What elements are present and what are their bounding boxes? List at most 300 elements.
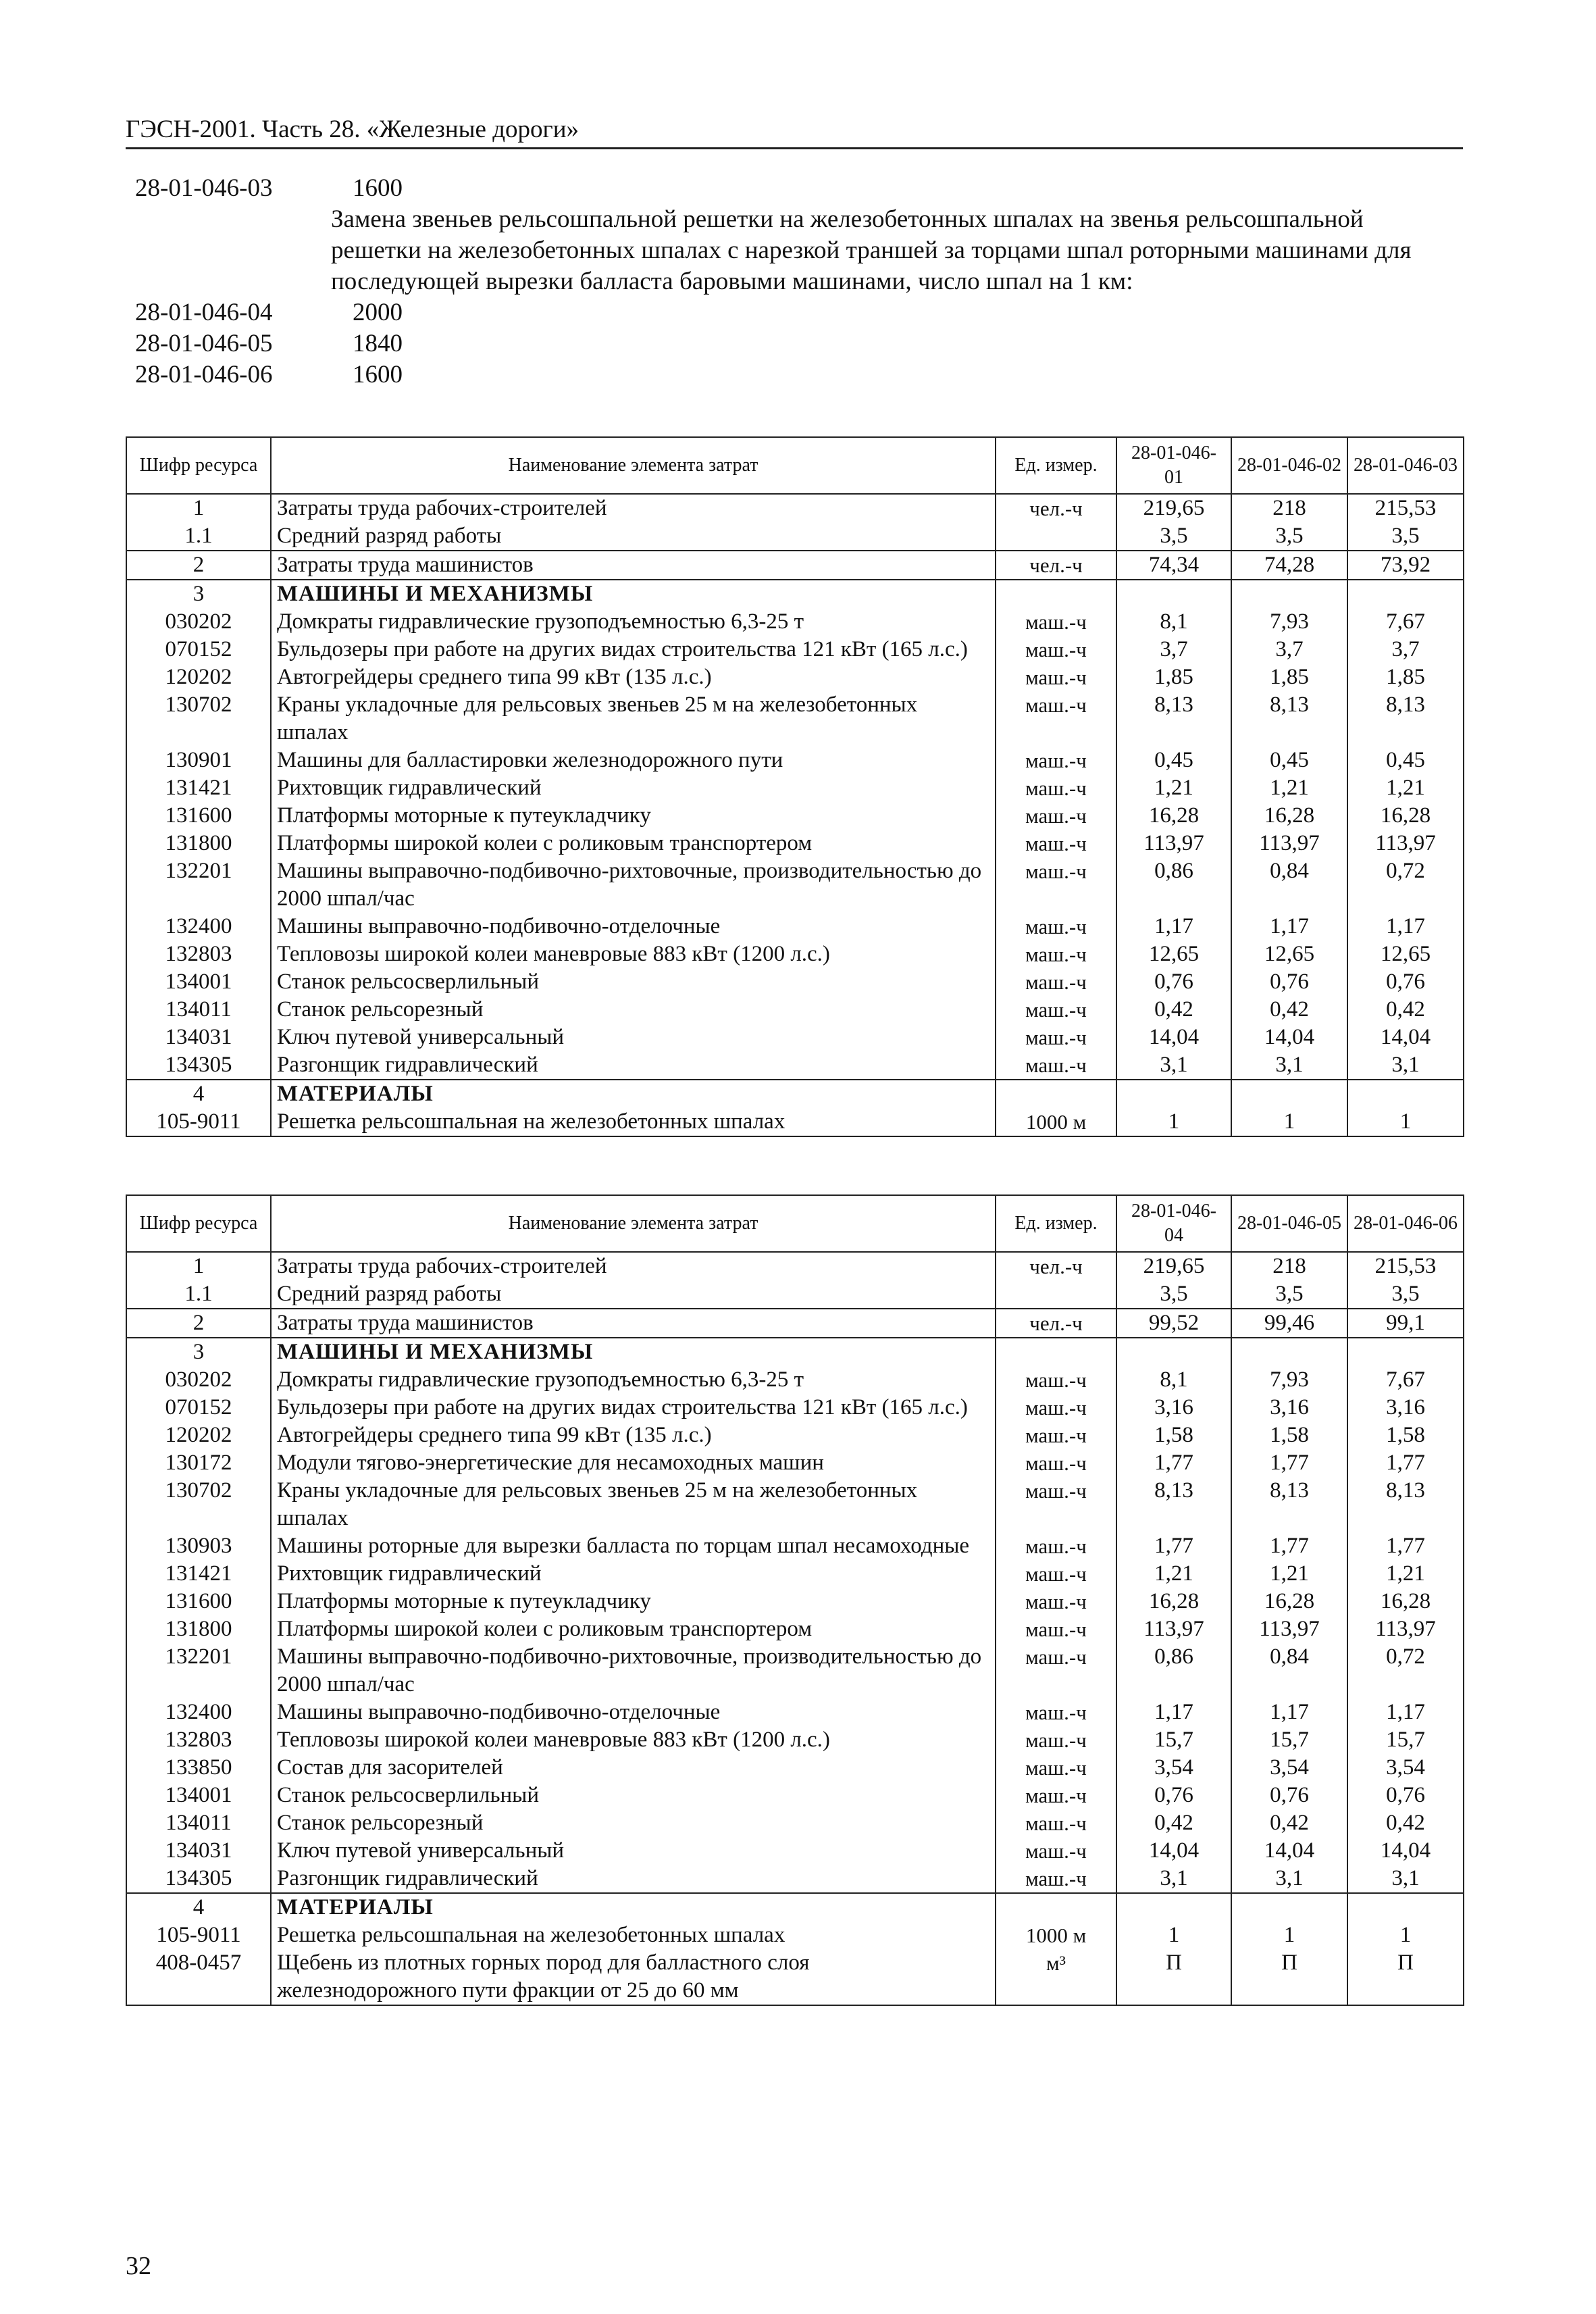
element-name: Автогрейдеры среднего типа 99 кВт (135 л.с.) [271,663,996,691]
norm-value [1116,1893,1231,1921]
norm-value: П [1116,1949,1231,2005]
norm-value: 1,58 [1116,1422,1231,1449]
element-name: Решетка рельсошпальная на железобетонных шпалах [271,1921,996,1949]
element-name: Ключ путевой универсальный [271,1024,996,1051]
resource-code: 130903 [126,1532,271,1560]
element-name: Краны укладочные для рельсовых звеньев 25 м на железобетонных шпалах [271,1477,996,1532]
element-name: Бульдозеры при работе на других видах строительства 121 кВт (165 л.с.) [271,636,996,663]
table-row [126,636,1464,663]
norm-value: 3,5 [1116,522,1231,551]
unit: м³ [996,1949,1116,2005]
element-name: Состав для засорителей [271,1754,996,1782]
element-name: Платформы широкой колеи с роликовым транспортером [271,830,996,857]
table-row [126,1366,1464,1394]
table-row [126,857,1464,913]
table-row [126,551,1464,580]
unit [996,1893,1116,1921]
table-row [126,1921,1464,1949]
table-row [126,580,1464,608]
norm-value: 0,76 [1116,1782,1231,1809]
norm-value [1116,1338,1231,1366]
norm-value: 16,28 [1231,802,1347,830]
norm-value [1231,1080,1347,1108]
table-row [126,996,1464,1024]
unit: маш.-ч [996,1051,1116,1080]
sleeper-count: 1600 [353,174,403,202]
norm-value: 1,21 [1231,1560,1347,1588]
norm-value: 1 [1116,1108,1231,1136]
resource-code: 408-0457 [126,1949,271,2005]
section-title: МАТЕРИАЛЫ [271,1893,996,1921]
norm-value: 0,84 [1231,1643,1347,1699]
element-name: Станок рельсосверлильный [271,1782,996,1809]
unit: маш.-ч [996,1754,1116,1782]
code-row [135,359,1459,391]
resource-code: 134031 [126,1024,271,1051]
section-title: МАШИНЫ И МЕХАНИЗМЫ [271,580,996,608]
norm-value: 7,93 [1231,1366,1347,1394]
element-name: Домкраты гидравлические грузоподъемностью 6,3-25 т [271,608,996,636]
resource-code: 134305 [126,1865,271,1893]
norm-value: 3,54 [1347,1754,1464,1782]
resource-code: 1 [126,1252,271,1280]
norm-value: 99,52 [1116,1309,1231,1338]
unit: маш.-ч [996,1366,1116,1394]
norm-value: 1,77 [1347,1532,1464,1560]
unit: маш.-ч [996,1394,1116,1422]
norm-value: 113,97 [1231,830,1347,857]
norm-value: 3,5 [1231,522,1347,551]
norm-value: 15,7 [1231,1726,1347,1754]
header-norm-column: 28-01-046-01 [1116,437,1231,494]
element-name: Машины выправочно-подбивочно-рихтовочные, производительностью до 2000 шпал/час [271,1643,996,1699]
norm-value: 113,97 [1116,830,1231,857]
unit: маш.-ч [996,1726,1116,1754]
unit: маш.-ч [996,913,1116,940]
table-row [126,522,1464,551]
table-row [126,1726,1464,1754]
table-row [126,1280,1464,1309]
header-resource-code: Шифр ресурса [126,437,271,494]
header-norm-column: 28-01-046-02 [1231,437,1347,494]
resource-code: 132201 [126,1643,271,1699]
resource-code: 131800 [126,830,271,857]
norm-value [1231,580,1347,608]
table-row [126,1477,1464,1532]
norm-value: 3,16 [1347,1394,1464,1422]
norm-value: 113,97 [1347,830,1464,857]
element-name: Тепловозы широкой колеи маневровые 883 кВт (1200 л.с.) [271,940,996,968]
norm-value: 3,7 [1116,636,1231,663]
resource-code: 131421 [126,774,271,802]
element-name: Машины выправочно-подбивочно-рихтовочные, производительностью до 2000 шпал/час [271,857,996,913]
resource-code: 1.1 [126,1280,271,1309]
resource-code: 134031 [126,1837,271,1865]
norm-value: 1,17 [1116,1699,1231,1726]
element-name: Автогрейдеры среднего типа 99 кВт (135 л.с.) [271,1422,996,1449]
norm-value: 3,16 [1231,1394,1347,1422]
norm-codes-block [135,173,1459,391]
norm-value: 0,76 [1347,968,1464,996]
table-row [126,1394,1464,1422]
sleeper-count: 1600 [353,361,403,388]
unit: маш.-ч [996,1615,1116,1643]
resource-code: 134001 [126,968,271,996]
table-row [126,1754,1464,1782]
table-row [126,1309,1464,1338]
norm-value: 0,45 [1116,747,1231,774]
norm-value: 16,28 [1347,802,1464,830]
norm-value: 1,77 [1116,1532,1231,1560]
norm-value: 14,04 [1231,1024,1347,1051]
norm-value: 0,84 [1231,857,1347,913]
resource-code: 105-9011 [126,1108,271,1136]
norm-value: 1,58 [1231,1422,1347,1449]
norm-value: 1,77 [1231,1532,1347,1560]
resource-code: 030202 [126,1366,271,1394]
resource-code: 120202 [126,663,271,691]
norm-value: 14,04 [1347,1024,1464,1051]
element-name: Рихтовщик гидравлический [271,1560,996,1588]
element-name: Машины для балластировки железнодорожного пути [271,747,996,774]
norm-value: 1,21 [1116,774,1231,802]
header-unit: Ед. измер. [996,437,1116,494]
table-row [126,1080,1464,1108]
resource-code: 131800 [126,1615,271,1643]
norm-value: 0,42 [1347,1809,1464,1837]
norm-value: 113,97 [1347,1615,1464,1643]
norm-value: 0,76 [1231,968,1347,996]
norm-code: 28-01-046-05 [135,330,273,357]
resource-code: 132400 [126,913,271,940]
header-norm-column: 28-01-046-04 [1116,1195,1231,1252]
header-unit: Ед. измер. [996,1195,1116,1252]
element-name: Станок рельсосверлильный [271,968,996,996]
norm-value: 16,28 [1231,1588,1347,1615]
element-name: Тепловозы широкой колеи маневровые 883 кВт (1200 л.с.) [271,1726,996,1754]
norm-value: 0,76 [1347,1782,1464,1809]
norm-value: 1,77 [1347,1449,1464,1477]
unit: маш.-ч [996,1560,1116,1588]
norm-value [1231,1338,1347,1366]
norm-value: 1,58 [1347,1422,1464,1449]
norm-value: 1,17 [1231,913,1347,940]
element-name: Бульдозеры при работе на других видах строительства 121 кВт (165 л.с.) [271,1394,996,1422]
resource-code: 070152 [126,1394,271,1422]
norm-value: 3,1 [1116,1865,1231,1893]
resource-code: 4 [126,1080,271,1108]
unit: 1000 м [996,1108,1116,1136]
table-row [126,1532,1464,1560]
table-row [126,774,1464,802]
unit: маш.-ч [996,1532,1116,1560]
norm-value: 8,13 [1347,1477,1464,1532]
element-name: Платформы широкой колеи с роликовым транспортером [271,1615,996,1643]
norm-value: 0,76 [1116,968,1231,996]
unit: маш.-ч [996,636,1116,663]
norm-value [1347,580,1464,608]
resource-code: 130702 [126,1477,271,1532]
norm-value [1116,580,1231,608]
table-row [126,608,1464,636]
norm-value: 3,5 [1347,1280,1464,1309]
norm-value: 1 [1116,1921,1231,1949]
norm-value: 3,54 [1116,1754,1231,1782]
norm-value: 0,86 [1116,857,1231,913]
unit: маш.-ч [996,1782,1116,1809]
norm-value: 14,04 [1347,1837,1464,1865]
resource-code: 4 [126,1893,271,1921]
unit: маш.-ч [996,608,1116,636]
unit: маш.-ч [996,691,1116,747]
norm-value: 0,42 [1231,1809,1347,1837]
element-name: Затраты труда машинистов [271,551,996,580]
norm-value: 7,93 [1231,608,1347,636]
norm-value: 0,42 [1347,996,1464,1024]
resource-code: 131600 [126,1588,271,1615]
unit: маш.-ч [996,802,1116,830]
norm-value: 74,34 [1116,551,1231,580]
norm-code: 28-01-046-06 [135,361,273,388]
unit: маш.-ч [996,1809,1116,1837]
table-row [126,940,1464,968]
element-name: Разгонщик гидравлический [271,1865,996,1893]
norm-code: 28-01-046-03 [135,174,273,202]
unit: чел.-ч [996,551,1116,580]
table-row [126,1108,1464,1136]
unit: чел.-ч [996,494,1116,522]
unit: маш.-ч [996,774,1116,802]
unit: чел.-ч [996,1252,1116,1280]
section-title: МАШИНЫ И МЕХАНИЗМЫ [271,1338,996,1366]
unit [996,1080,1116,1108]
norm-value: 0,42 [1116,1809,1231,1837]
norm-value: 15,7 [1347,1726,1464,1754]
norm-code: 28-01-046-04 [135,299,273,326]
norm-value: 1,17 [1347,1699,1464,1726]
norm-value: 7,67 [1347,1366,1464,1394]
sleeper-count: 2000 [353,299,403,326]
norm-value: 3,7 [1231,636,1347,663]
element-name: Затраты труда машинистов [271,1309,996,1338]
unit: маш.-ч [996,1865,1116,1893]
sleeper-count: 1840 [353,330,403,357]
norm-value: 113,97 [1231,1615,1347,1643]
element-name: Модули тягово-энергетические для несамоходных машин [271,1449,996,1477]
resource-code: 130702 [126,691,271,747]
norm-value: 0,72 [1347,857,1464,913]
unit: маш.-ч [996,1699,1116,1726]
unit: маш.-ч [996,857,1116,913]
element-name: Средний разряд работы [271,1280,996,1309]
element-name: Домкраты гидравлические грузоподъемностью 6,3-25 т [271,1366,996,1394]
norm-value: 74,28 [1231,551,1347,580]
norm-value: 1,17 [1231,1699,1347,1726]
unit: маш.-ч [996,663,1116,691]
norm-value: 219,65 [1116,494,1231,522]
table-row [126,802,1464,830]
norm-value: 1,77 [1231,1449,1347,1477]
resource-code: 3 [126,580,271,608]
unit: маш.-ч [996,1643,1116,1699]
norm-value [1116,1080,1231,1108]
table-header-row [126,437,1464,494]
table-row [126,691,1464,747]
norm-value: 3,5 [1116,1280,1231,1309]
resource-code: 030202 [126,608,271,636]
norm-value: П [1347,1949,1464,2005]
unit: маш.-ч [996,830,1116,857]
norm-value: 3,1 [1347,1051,1464,1080]
norm-value: 1,77 [1116,1449,1231,1477]
element-name: Машины роторные для вырезки балласта по торцам шпал несамоходные [271,1532,996,1560]
code-row [135,297,1459,328]
table-row [126,1782,1464,1809]
table-row [126,1560,1464,1588]
resource-code: 131600 [126,802,271,830]
norm-value: 8,13 [1347,691,1464,747]
unit: маш.-ч [996,1024,1116,1051]
table-header-row [126,1195,1464,1252]
table-row [126,1422,1464,1449]
resource-code: 134011 [126,996,271,1024]
norm-value: 1,85 [1231,663,1347,691]
norm-value: 14,04 [1116,1024,1231,1051]
norm-value: 0,45 [1231,747,1347,774]
element-name: Затраты труда рабочих-строителей [271,1252,996,1280]
unit: маш.-ч [996,1477,1116,1532]
table-row [126,1809,1464,1837]
header-norm-column: 28-01-046-06 [1347,1195,1464,1252]
code-row [135,173,1459,204]
unit [996,1280,1116,1309]
norm-value: 3,16 [1116,1394,1231,1422]
norm-value: 3,1 [1231,1865,1347,1893]
norm-value [1347,1338,1464,1366]
norm-value: 1,17 [1347,913,1464,940]
resource-code: 131421 [126,1560,271,1588]
norm-value: 113,97 [1116,1615,1231,1643]
section-title: МАТЕРИАЛЫ [271,1080,996,1108]
unit [996,580,1116,608]
norm-value: 73,92 [1347,551,1464,580]
norm-value: 14,04 [1116,1837,1231,1865]
resource-code: 132803 [126,1726,271,1754]
resource-code: 1.1 [126,522,271,551]
norm-value [1347,1080,1464,1108]
norm-value: 3,5 [1347,522,1464,551]
norm-value: 215,53 [1347,494,1464,522]
norm-value: 16,28 [1116,1588,1231,1615]
resource-code: 132201 [126,857,271,913]
norm-value: П [1231,1949,1347,2005]
unit: маш.-ч [996,996,1116,1024]
element-name: Щебень из плотных горных пород для балластного слоя железнодорожного пути фракции от 25 до 60 мм [271,1949,996,2005]
unit [996,522,1116,551]
header-norm-column: 28-01-046-05 [1231,1195,1347,1252]
resource-table-1 [126,436,1464,1137]
norm-value: 1 [1347,1108,1464,1136]
page-header: ГЭСН-2001. Часть 28. «Железные дороги» [126,115,1463,149]
table-row [126,1615,1464,1643]
unit: чел.-ч [996,1309,1116,1338]
norm-value: 1,17 [1116,913,1231,940]
norm-value: 1 [1231,1921,1347,1949]
element-name: Машины выправочно-подбивочно-отделочные [271,1699,996,1726]
header-norm-column: 28-01-046-03 [1347,437,1464,494]
element-name: Платформы моторные к путеукладчику [271,1588,996,1615]
element-name: Решетка рельсошпальная на железобетонных шпалах [271,1108,996,1136]
element-name: Станок рельсорезный [271,996,996,1024]
norm-value: 0,76 [1231,1782,1347,1809]
norm-value: 1,21 [1347,774,1464,802]
resource-table-2 [126,1194,1464,2006]
norm-value: 1 [1347,1921,1464,1949]
unit: маш.-ч [996,1422,1116,1449]
norm-value: 99,46 [1231,1309,1347,1338]
resource-code: 120202 [126,1422,271,1449]
norm-value: 8,13 [1116,1477,1231,1532]
norm-description: Замена звеньев рельсошпальной решетки на железобетонных шпалах на звенья рельсошпальной решетки на железобетонных шпалах с нарезкой траншей за торцами шпал роторными машинами для последующей вырезки балласта баровыми машинами, число шпал на 1 км: [331,205,1412,295]
norm-value: 0,45 [1347,747,1464,774]
table-row [126,1643,1464,1699]
table-row [126,1893,1464,1921]
norm-value: 8,13 [1231,691,1347,747]
norm-value: 0,42 [1116,996,1231,1024]
unit: маш.-ч [996,1837,1116,1865]
element-name: Платформы моторные к путеукладчику [271,802,996,830]
unit: маш.-ч [996,1449,1116,1477]
norm-value: 16,28 [1347,1588,1464,1615]
table-row [126,830,1464,857]
table-row [126,913,1464,940]
table-row [126,1449,1464,1477]
page-number: 32 [126,2252,151,2280]
table-row [126,1949,1464,2005]
norm-value: 14,04 [1231,1837,1347,1865]
unit: маш.-ч [996,968,1116,996]
norm-value: 12,65 [1347,940,1464,968]
table-row [126,1865,1464,1893]
norm-value: 15,7 [1116,1726,1231,1754]
resource-code: 134305 [126,1051,271,1080]
norm-value: 3,1 [1231,1051,1347,1080]
norm-value [1347,1893,1464,1921]
norm-value: 0,72 [1347,1643,1464,1699]
resource-code: 105-9011 [126,1921,271,1949]
element-name: Ключ путевой универсальный [271,1837,996,1865]
resource-code: 070152 [126,636,271,663]
norm-value: 12,65 [1231,940,1347,968]
norm-value: 7,67 [1347,608,1464,636]
resource-code: 1 [126,494,271,522]
table-row [126,747,1464,774]
norm-value: 3,1 [1116,1051,1231,1080]
element-name: Затраты труда рабочих-строителей [271,494,996,522]
norm-value: 1,21 [1347,1560,1464,1588]
resource-code: 132803 [126,940,271,968]
resource-code: 2 [126,551,271,580]
norm-value: 218 [1231,1252,1347,1280]
norm-value: 8,1 [1116,608,1231,636]
unit: маш.-ч [996,747,1116,774]
table-row [126,1837,1464,1865]
element-name: Разгонщик гидравлический [271,1051,996,1080]
resource-code: 134001 [126,1782,271,1809]
norm-value: 1,21 [1231,774,1347,802]
resource-code: 3 [126,1338,271,1366]
norm-value: 8,13 [1116,691,1231,747]
